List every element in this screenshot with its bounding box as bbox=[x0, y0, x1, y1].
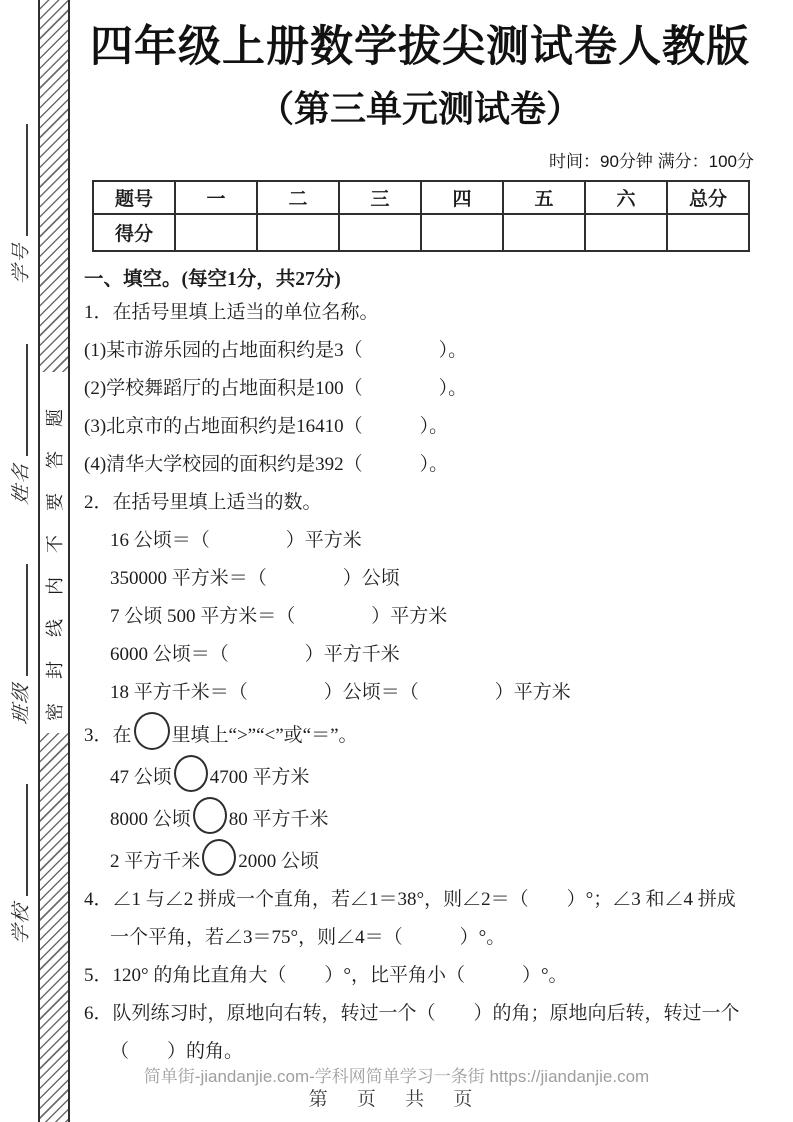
q3-item-3 bbox=[84, 839, 756, 881]
paper-content bbox=[84, 0, 756, 1071]
section1-heading: 一、填空。(每空1分，共27分) bbox=[84, 269, 341, 290]
seal-line-column bbox=[38, 0, 70, 1122]
field-label-school: 学校 bbox=[10, 900, 32, 946]
comparison-circle bbox=[202, 839, 236, 876]
score-table-header-cell: 二 bbox=[257, 181, 339, 214]
field-blank-line bbox=[26, 344, 28, 456]
q1-stem: 1．在括号里填上适当的单位名称。 bbox=[84, 302, 379, 323]
score-table-header-row bbox=[93, 181, 749, 214]
score-table-header-cell: 六 bbox=[585, 181, 667, 214]
comparison-circle bbox=[174, 755, 208, 792]
q1-item-1: (1)某市游乐园的占地面积约是3（ ）。 bbox=[84, 340, 468, 361]
field-blank-line bbox=[26, 784, 28, 896]
q3-stem bbox=[84, 712, 756, 755]
score-cell bbox=[585, 214, 667, 251]
paper-subtitle: （第三单元测试卷） bbox=[257, 88, 582, 129]
q3-item-1 bbox=[84, 755, 756, 797]
field-school bbox=[6, 784, 33, 944]
score-table bbox=[92, 180, 750, 252]
seal-text: 密封线内不要答题 bbox=[45, 384, 65, 721]
score-table-score-row bbox=[93, 214, 749, 251]
time-score-info: 时间：90分钟 满分：100分 bbox=[549, 152, 754, 171]
field-student-number bbox=[6, 124, 33, 284]
score-table-header-cell: 一 bbox=[175, 181, 257, 214]
score-cell bbox=[339, 214, 421, 251]
q4-line-1: 4．∠1 与∠2 拼成一个直角，若∠1＝38°，则∠2＝（ ）°；∠3 和∠4 拼成 bbox=[84, 889, 736, 910]
q6-line-2: （ ）的角。 bbox=[110, 1041, 244, 1062]
q3-stem-pre: 3．在 bbox=[84, 725, 132, 746]
field-blank-line bbox=[26, 124, 28, 236]
q3-item-post: 80 平方千米 bbox=[228, 809, 329, 830]
student-info-strip bbox=[0, 0, 38, 1122]
q6-line-1: 6．队列练习时，原地向右转，转过一个（ ）的角；原地向后转，转过一个 bbox=[84, 1003, 740, 1024]
score-table-header-cell: 三 bbox=[339, 181, 421, 214]
score-cell bbox=[175, 214, 257, 251]
field-label-name: 姓名 bbox=[10, 460, 32, 506]
q2-item-1: 16 公顷＝（ ）平方米 bbox=[110, 530, 362, 551]
comparison-circle bbox=[193, 797, 227, 834]
q1-item-3: (3)北京市的占地面积约是16410（ ）。 bbox=[84, 416, 449, 437]
q4-line-2: 一个平角，若∠3＝75°，则∠4＝（ ）°。 bbox=[110, 927, 506, 948]
q3-item-pre: 8000 公顷 bbox=[110, 809, 191, 830]
q2-item-3: 7 公顷 500 平方米＝（ ）平方米 bbox=[110, 606, 448, 627]
paper-title: 四年级上册数学拔尖测试卷人教版 bbox=[90, 23, 750, 71]
score-table-header-cell: 五 bbox=[503, 181, 585, 214]
q1-item-4: (4)清华大学校园的面积约是392（ ）。 bbox=[84, 454, 449, 475]
field-class bbox=[6, 564, 33, 724]
score-table-header-cell: 四 bbox=[421, 181, 503, 214]
q3-item-post: 2000 公顷 bbox=[238, 851, 320, 872]
q1-item-2: (2)学校舞蹈厅的占地面积是100（ ）。 bbox=[84, 378, 468, 399]
field-name bbox=[6, 344, 33, 504]
q3-item-pre: 47 公顷 bbox=[110, 767, 172, 788]
q2-item-5: 18 平方千米＝（ ）公顷＝（ ）平方米 bbox=[110, 682, 571, 703]
site-watermark: 简单街-jiandanjie.com-学科网简单学习一条街 https://jiandanjie.com bbox=[143, 1067, 650, 1086]
score-cell bbox=[257, 214, 339, 251]
field-label-class: 班级 bbox=[10, 680, 32, 726]
q5-line: 5．120° 的角比直角大（ ）°，比平角小（ ）°。 bbox=[84, 965, 568, 986]
comparison-circle bbox=[134, 712, 170, 750]
field-blank-line bbox=[26, 564, 28, 676]
score-row-label: 得分 bbox=[93, 214, 175, 251]
q2-item-4: 6000 公顷＝（ ）平方千米 bbox=[110, 644, 400, 665]
q2-item-2: 350000 平方米＝（ ）公顷 bbox=[110, 568, 400, 589]
q3-item-post: 4700 平方米 bbox=[209, 767, 310, 788]
field-label-student-number: 学号 bbox=[10, 240, 32, 286]
hatch-pattern-top bbox=[40, 0, 68, 372]
score-cell bbox=[421, 214, 503, 251]
q3-stem-post: 里填上“>”“<”或“＝”。 bbox=[171, 725, 358, 746]
score-cell bbox=[667, 214, 749, 251]
score-table-header-cell: 题号 bbox=[93, 181, 175, 214]
q3-item-pre: 2 平方千米 bbox=[110, 851, 201, 872]
q3-item-2 bbox=[84, 797, 756, 839]
page-number-footer: 第 页 共 页 bbox=[308, 1089, 485, 1110]
q2-stem: 2．在括号里填上适当的数。 bbox=[84, 492, 322, 513]
score-cell bbox=[503, 214, 585, 251]
seal-text-wrap bbox=[40, 372, 68, 733]
score-table-header-cell: 总分 bbox=[667, 181, 749, 214]
